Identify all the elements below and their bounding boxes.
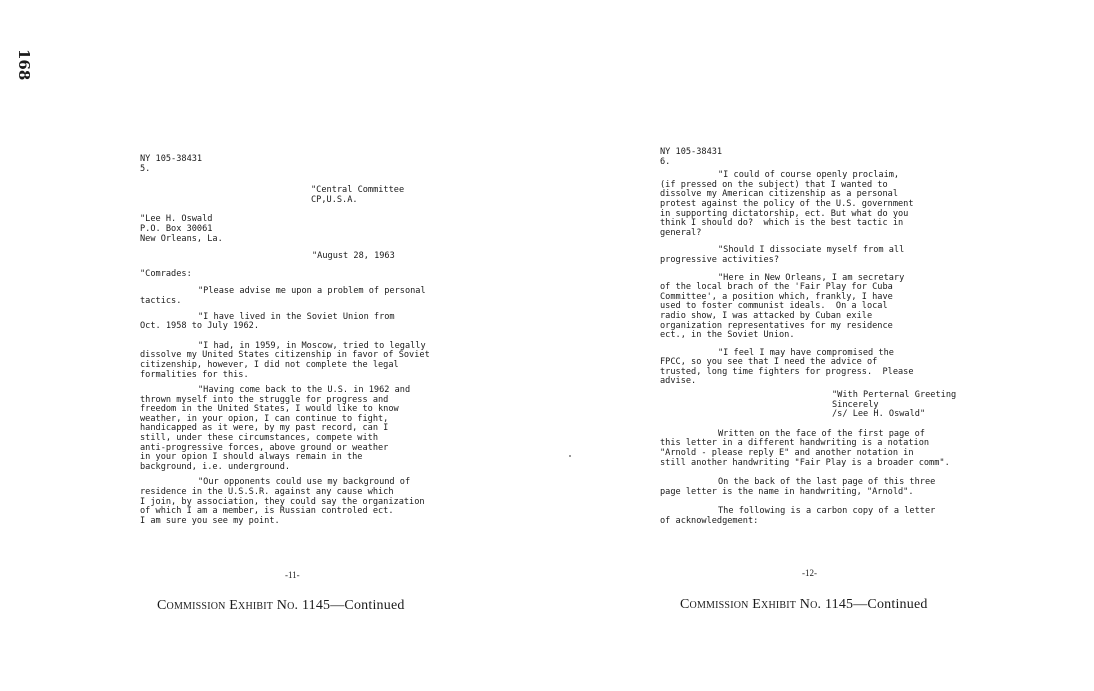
text-line: "Having come back to the U.S. in 1962 and xyxy=(198,385,411,396)
paragraph xyxy=(660,246,970,265)
text-line: "Please advise me upon a problem of personal xyxy=(198,286,426,297)
caption-suffix: 1145—Continued xyxy=(824,597,928,612)
text-line: still, under these circumstances, compete with xyxy=(140,433,378,444)
paragraph xyxy=(660,274,970,341)
page-number: 168 xyxy=(15,49,33,81)
addressee-line: CP,U.S.A. xyxy=(311,194,358,205)
text-line: advise. xyxy=(660,376,697,387)
letter-date: "August 28, 1963 xyxy=(312,251,395,262)
text-line: Committee', a position which, frankly, I have xyxy=(660,291,893,302)
caption-prefix: Commission Exhibit No. xyxy=(680,597,822,612)
caption-prefix: Commission Exhibit No. xyxy=(157,598,299,613)
text-line: in your opion I should always remain in the xyxy=(140,452,363,463)
right-page-letter xyxy=(660,148,970,527)
text-line: handicapped as it were, by my past record, can I xyxy=(140,423,389,434)
caption-suffix: 1145—Continued xyxy=(301,598,405,613)
text-line: of which I am a member, is Russian controled ect. xyxy=(140,506,394,517)
text-line: progressive activities? xyxy=(660,254,779,265)
left-page-letter xyxy=(140,155,470,526)
text-line: radio show, I was attacked by Cuban exile xyxy=(660,310,873,321)
text-line: still another handwriting "Fair Play is a broader comm". xyxy=(660,457,950,468)
sender-line: New Orleans, La. xyxy=(140,233,223,244)
text-line: "Our opponents could use my background of xyxy=(198,477,411,488)
scan-speck xyxy=(569,455,571,457)
text-line: of the local brach of the 'Fair Play for Cuba xyxy=(660,282,893,293)
exhibit-caption xyxy=(680,597,928,613)
text-line: trusted, long time fighters for progress. Please xyxy=(660,366,914,377)
text-line: residence in the U.S.S.R. against any cause which xyxy=(140,487,394,498)
page-footer-number: -12- xyxy=(802,568,817,578)
text-line: Sincerely xyxy=(832,399,879,410)
text-line: On the back of the last page of this three xyxy=(718,477,936,488)
letter-closing xyxy=(660,391,970,420)
text-line: "Here in New Orleans, I am secretary xyxy=(718,272,905,283)
text-line: "I had, in 1959, in Moscow, tried to legally xyxy=(198,340,426,351)
text-line: dissolve my American citizenship as a personal xyxy=(660,189,898,200)
text-line: The following is a carbon copy of a letter xyxy=(718,506,936,517)
paragraph xyxy=(660,478,970,497)
text-line: /s/ Lee H. Oswald" xyxy=(832,409,926,420)
page-footer-number: -11- xyxy=(285,570,300,580)
paragraph xyxy=(660,430,970,468)
text-line: citizenship, however, I did not complete the legal xyxy=(140,359,399,370)
sender-line: P.O. Box 30061 xyxy=(140,223,213,234)
paragraph xyxy=(140,287,470,306)
text-line: freedom in the United States, I would like to know xyxy=(140,404,399,415)
paragraph xyxy=(660,349,970,387)
text-line: formalities for this. xyxy=(140,369,249,380)
paragraph xyxy=(660,171,970,238)
text-line: general? xyxy=(660,227,702,238)
text-line: "I feel I may have compromised the xyxy=(718,347,894,358)
paragraph xyxy=(140,313,470,332)
text-line: protest against the policy of the U.S. government xyxy=(660,198,914,209)
page-index: 5. xyxy=(140,163,151,174)
text-line: in supporting dictatorship, ect. But what do you xyxy=(660,208,909,219)
file-number: NY 105-38431 xyxy=(140,154,203,164)
text-line: this letter in a different handwriting is a notation xyxy=(660,438,930,449)
text-line: "I have lived in the Soviet Union from xyxy=(198,311,395,322)
paragraph xyxy=(140,342,470,380)
text-line: "I could of course openly proclaim, xyxy=(718,170,900,181)
text-line: ect., in the Soviet Union. xyxy=(660,330,795,341)
salutation: "Comrades: xyxy=(140,268,192,279)
text-line: FPCC, so you see that I need the advice of xyxy=(660,357,878,368)
text-line: "With Perternal Greeting xyxy=(832,390,957,401)
text-line: dissolve my United States citizenship in favor of Soviet xyxy=(140,350,430,361)
paragraph xyxy=(140,478,470,526)
sender-line: "Lee H. Oswald xyxy=(140,214,213,225)
text-line: "Arnold - please reply E" and another notation in xyxy=(660,448,914,459)
text-line: weather, in your opion, I can continue to fight, xyxy=(140,413,389,424)
text-line: of acknowledgement: xyxy=(660,516,759,526)
paragraph xyxy=(660,507,970,526)
text-line: Oct. 1958 to July 1962. xyxy=(140,321,259,332)
addressee-line: "Central Committee xyxy=(311,185,405,196)
exhibit-caption xyxy=(157,598,405,614)
text-line: used to foster communist ideals. On a local xyxy=(660,301,888,312)
text-line: think I should do? which is the best tactic in xyxy=(660,218,904,229)
paragraph xyxy=(140,386,470,472)
text-line: I am sure you see my point. xyxy=(140,515,280,526)
text-line: tactics. xyxy=(140,295,182,306)
page-index: 6. xyxy=(660,156,671,167)
text-line: "Should I dissociate myself from all xyxy=(718,245,905,256)
text-line: thrown myself into the struggle for progress and xyxy=(140,394,389,405)
text-line: anti-progressive forces, above ground or weather xyxy=(140,442,389,453)
file-number: NY 105-38431 xyxy=(660,147,723,157)
text-line: background, i.e. underground. xyxy=(140,461,291,472)
text-line: organization representatives for my residence xyxy=(660,320,893,331)
text-line: (if pressed on the subject) that I wanted to xyxy=(660,179,888,190)
text-line: Written on the face of the first page of xyxy=(718,428,925,439)
text-line: I join, by association, they could say the organization xyxy=(140,496,425,507)
text-line: page letter is the name in handwriting, "Arnold". xyxy=(660,486,914,497)
